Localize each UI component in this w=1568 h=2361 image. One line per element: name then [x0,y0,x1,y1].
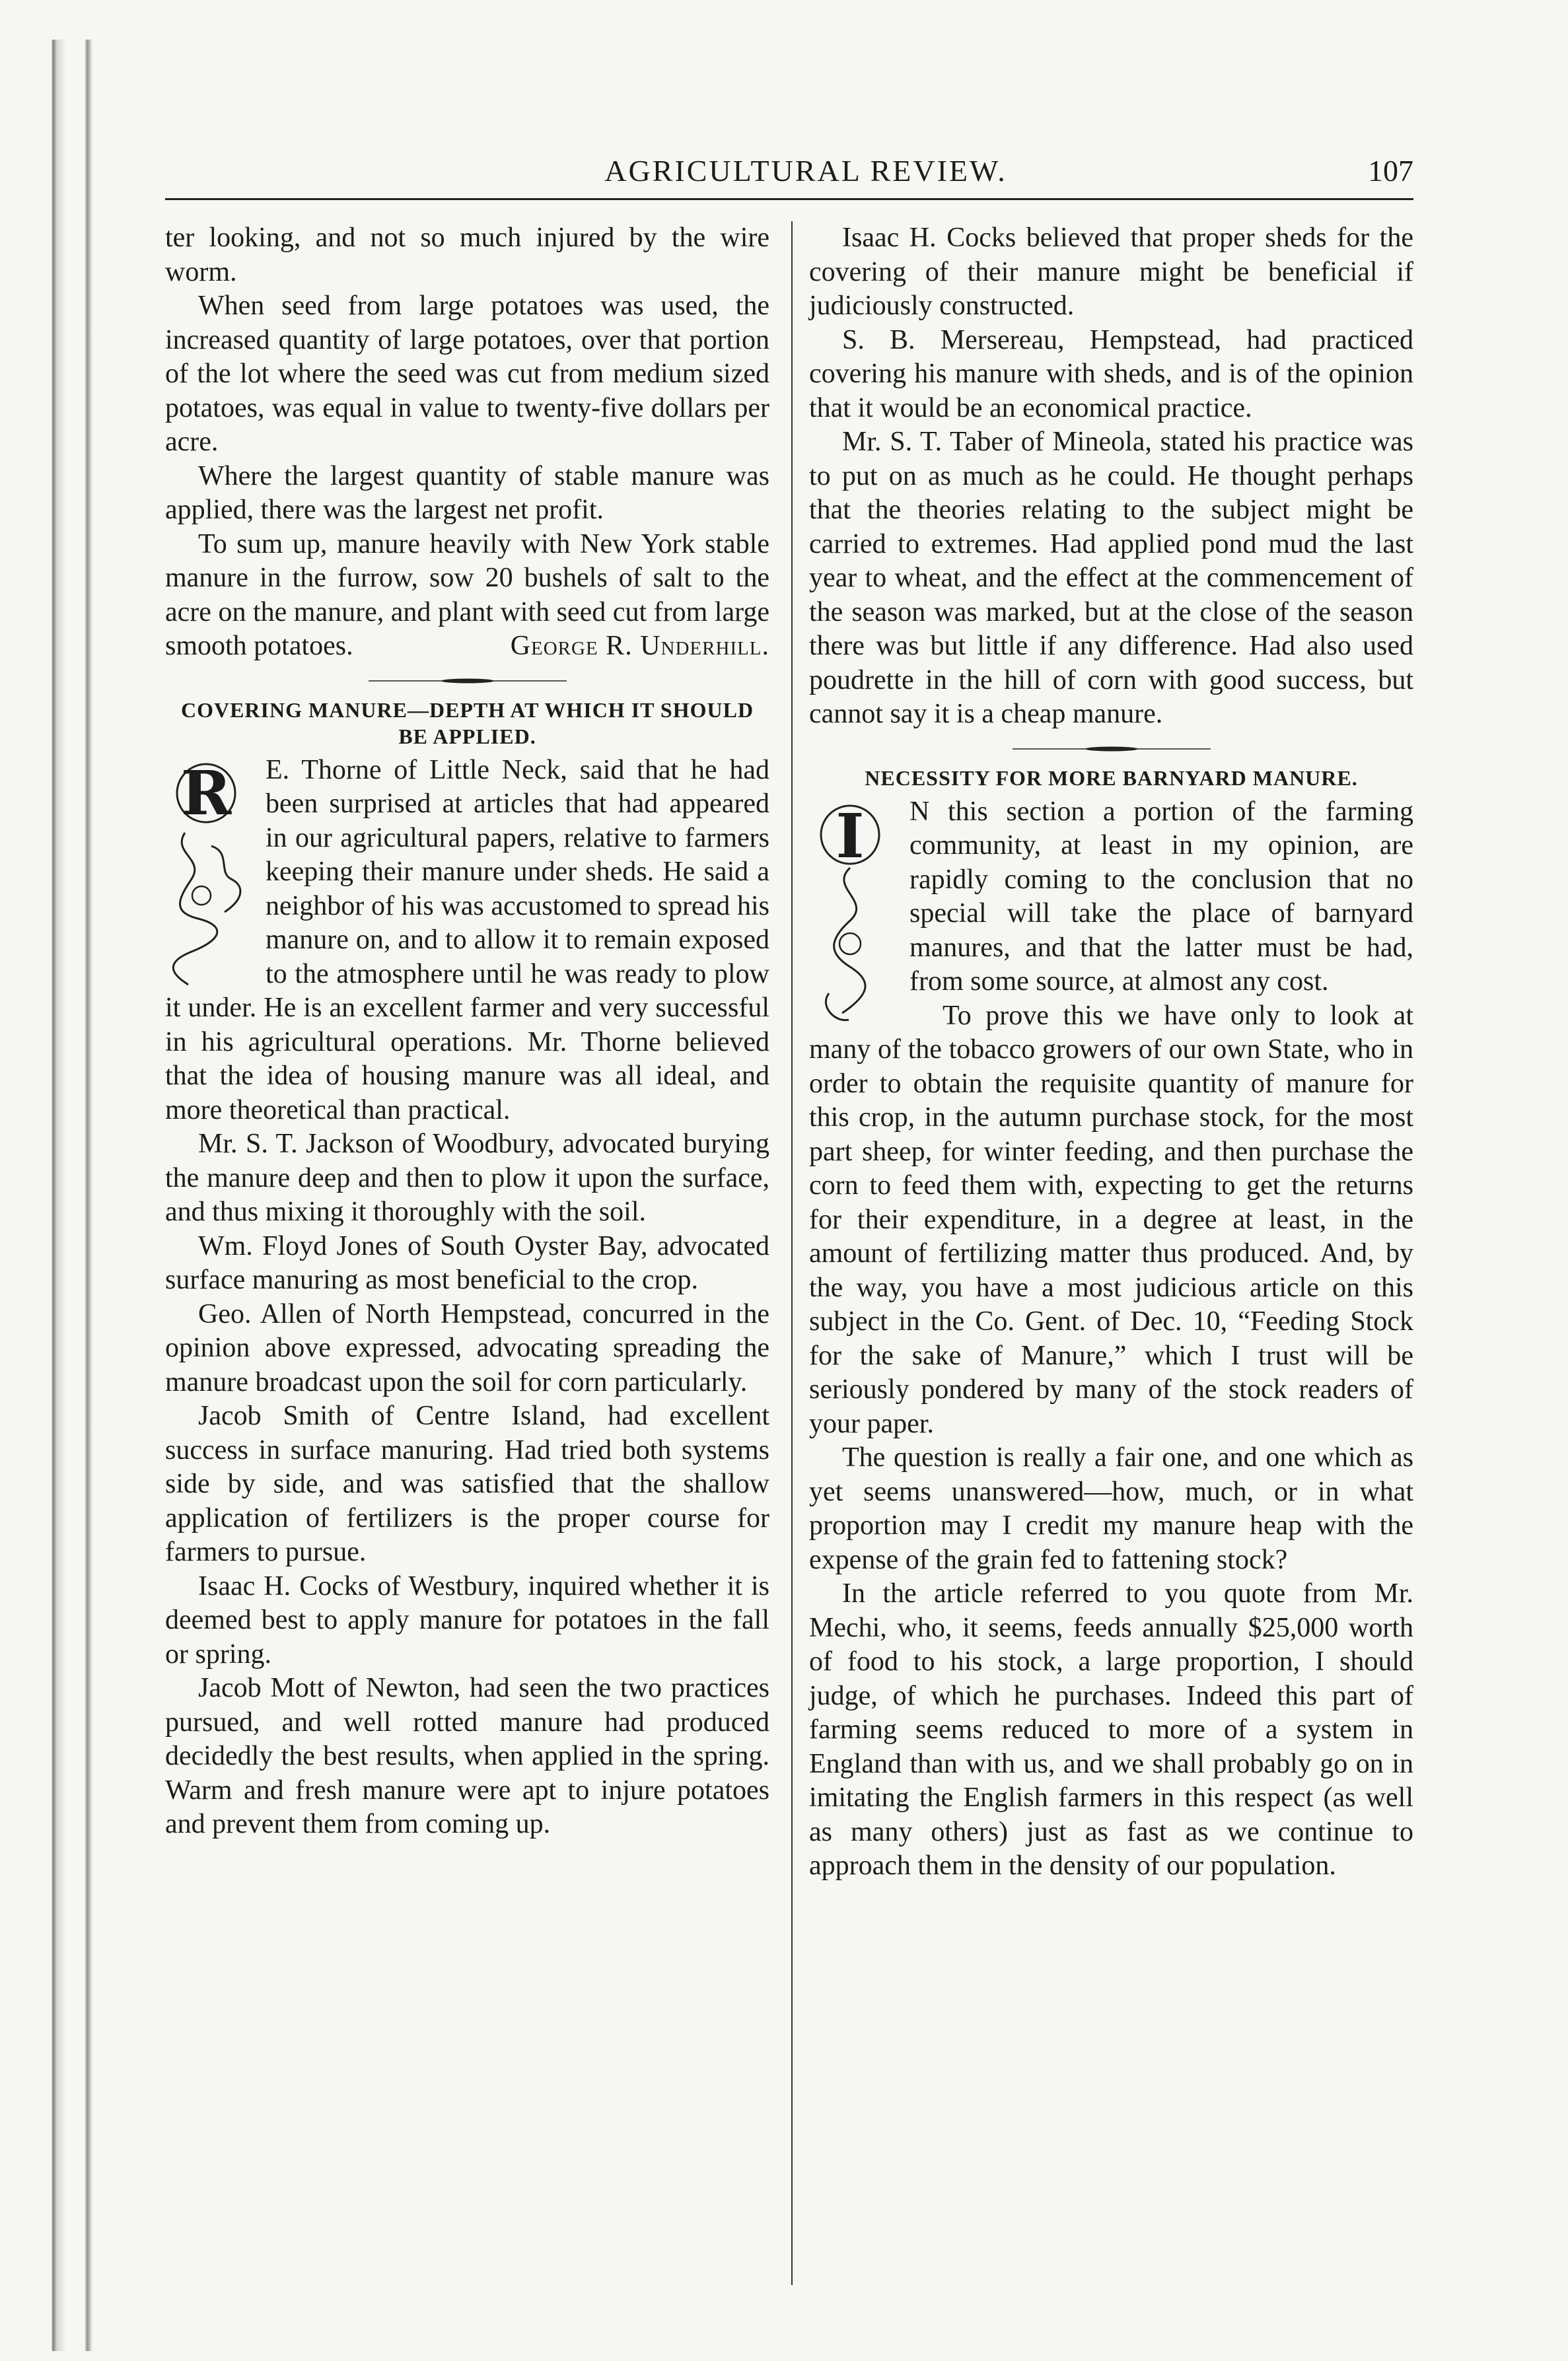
running-head [165,153,1413,193]
paragraph: Isaac H. Cocks believed that proper sheds for the covering of their manure might be beneficial if judiciously constructed. [809,223,1413,321]
book-binding-edge [0,40,99,2351]
section-divider-ornament [1013,746,1211,752]
paragraph: Isaac H. Cocks of Westbury, inquired whether it is deemed best to apply manure for potatoes in the fall or spring. [165,1570,769,1670]
article-body [165,754,769,1128]
paragraph [165,528,769,664]
paragraph: E. Thorne of Little Neck, said that he had been surprised at articles that had appeared in our agricultural papers, relative to farmers keeping their manure under sheds. He said a neighbor of his was accustomed to spread his manure on, and to allow it to remain exposed to the atmosphere until he was ready to plow it under. He is an excellent farmer and very successful in his agricultural operations. Mr. Thorne believed that the idea of housing manure was all ideal, and more theoretical than practical. [165,754,769,1125]
decorative-initial-r [165,754,258,991]
page-title: AGRICULTURAL REVIEW. [604,154,1007,188]
author-signature: George R. Underhill. [510,631,769,661]
paragraph: When seed from large potatoes was used, the increased quantity of large potatoes, over that portion of the lot where the seed was cut from medium sized potatoes, was equal in value to twenty-five dollars per acre. [165,291,769,457]
paragraph: Jacob Smith of Centre Island, had excellent success in surface manuring. Had tried both systems side by side, and was satisfied that the shallow application of fertilizers is the proper course for farmers to pursue. [165,1401,769,1567]
paragraph: Mr. S. T. Jackson of Woodbury, advocated burying the manure deep and then to plow it upon the surface, and thus mixing it thoroughly with the soil. [165,1129,769,1227]
paragraph-text: To sum up, manure heavily with New York stable manure in the furrow, sow 20 bushels of salt to the acre on the manure, and plant with seed cut from large smooth potatoes. [165,528,769,661]
left-column [165,221,769,1842]
section-heading: COVERING MANURE—DEPTH AT WHICH IT SHOULD BE APPLIED. [180,697,754,748]
dropcap-letter: R [180,757,232,829]
paragraph: The question is really a fair one, and one which as yet seems unanswered—how, much, or in what proportion may I credit my manure heap with the expense of the grain fed to fattening stock? [809,1442,1413,1575]
paragraph: N this section a portion of the farming community, at least in my opinion, are rapidly coming to the conclusion that no special will take the place of barnyard manures, and that the latter must be had, from some source, at almost any cost. [909,796,1413,997]
paragraph: Mr. S. T. Taber of Mineola, stated his practice was to put on as much as he could. He thought perhaps that the theories relating to the subject might be carried to extremes. Had applied pond mud the last year to wheat, and the effect at the commencement of the season was marked, but at the close of the season there was but little if any difference. Had also used poudrette in the hill of corn with good success, but cannot say it is a cheap manure. [809,427,1413,729]
paragraph: S. B. Mersereau, Hempstead, had practiced covering his manure with sheds, and is of the opinion that it would be an economical practice. [809,324,1413,423]
decorative-initial-i [809,795,902,1033]
paragraph: Where the largest quantity of stable manure was applied, there was the largest net profit. [165,460,769,525]
paragraph: Geo. Allen of North Hempstead, concurred in the opinion above expressed, advocating spreading the manure broadcast upon the soil for corn particularly. [165,1298,769,1397]
right-column [809,221,1413,1884]
section-heading: NECESSITY FOR MORE BARNYARD MANURE. [865,765,1358,790]
paragraph: Jacob Mott of Newton, had seen the two practices pursued, and well rotted manure had produced decidedly the best results, when applied in the spring. Warm and fresh manure were apt to injure potatoes and prevent them from coming up. [165,1673,769,1839]
paragraph: In the article referred to you quote from Mr. Mechi, who, it seems, feeds annually $25,000 worth of food to his stock, a large proportion, I should judge, of which he purchases. Indeed this part of farming seems reduced to more of a system in England than with us, and we shall probably go on in imitating the English farmers in this respect (as well as many others) just as fast as we continue to approach them in the density of our population. [809,1578,1413,1881]
paragraph: ter looking, and not so much injured by the wire worm. [165,223,769,287]
article-body [809,795,1413,999]
column-divider [791,221,793,2285]
header-rule [165,198,1413,200]
page-number: 107 [1368,154,1413,188]
paragraph: To prove this we have only to look at many of the tobacco growers of our own State, who in order to obtain the requisite quantity of manure for this crop, in the autumn purchase stock, for the most part sheep, for winter feeding, and then purchase the corn to feed them with, expecting to get the returns for their expenditure, in a degree at least, in the amount of fertilizing matter thus produced. And, by the way, you have a most judicious article on this subject in the Co. Gent. of Dec. 10, “Feeding Stock for the sake of Manure,” which I trust will be seriously pondered by many of the stock readers of your paper. [809,1000,1413,1439]
paragraph: Wm. Floyd Jones of South Oyster Bay, advocated surface manuring as most beneficial to the crop. [165,1230,769,1295]
section-divider-ornament [369,678,567,684]
dropcap-letter: I [836,800,865,872]
